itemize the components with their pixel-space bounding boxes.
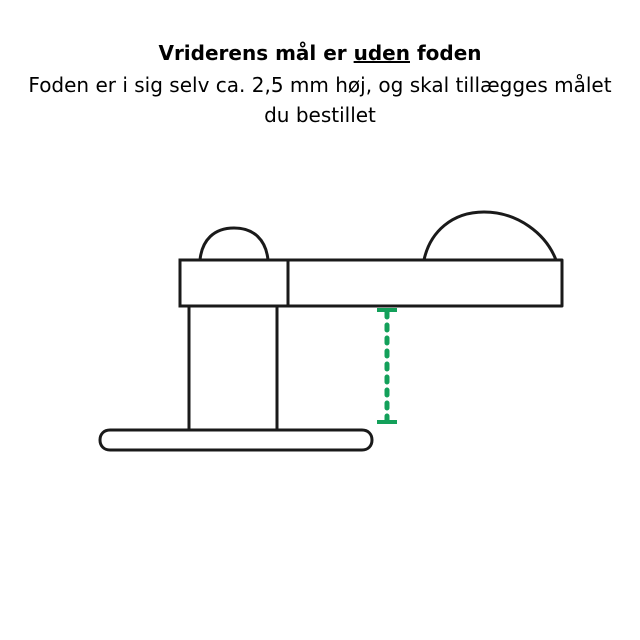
page-title-emphasis: uden [353, 41, 410, 65]
handle-diagram-svg [0, 150, 640, 510]
page-subtitle-line-1: Foden er i sig selv ca. 2,5 mm høj, og skal tillægges målet [28, 73, 612, 97]
page-title [0, 40, 640, 66]
lever-end-dome [424, 212, 556, 260]
height-measurement-line [377, 310, 397, 422]
page-title-after: foden [409, 41, 482, 65]
rose-base-plate [100, 430, 372, 450]
text-block [0, 40, 640, 130]
page-title-before: Vriderens mål er [158, 41, 354, 65]
top-cap-dome [200, 228, 268, 260]
diagram-container [0, 150, 640, 510]
top-cap-block [180, 260, 288, 306]
page-subtitle-line-2: du bestillet [264, 103, 376, 127]
neck-column [189, 306, 277, 430]
